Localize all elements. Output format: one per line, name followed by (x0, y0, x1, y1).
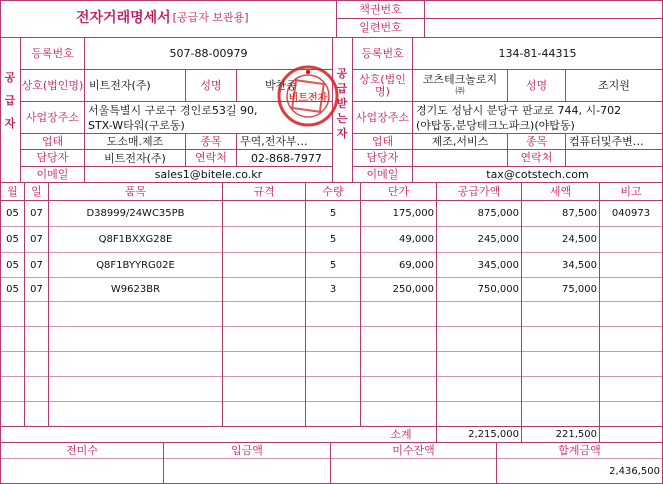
row-month: 05 (6, 234, 19, 245)
row-supply: 875,000 (477, 208, 519, 219)
receiver-manager (413, 150, 507, 166)
row-spec (223, 201, 305, 226)
receiver-contact (566, 150, 662, 166)
row-price: 69,000 (399, 259, 434, 271)
supplier-manager-label: 담당자 (36, 151, 69, 164)
receiver-address-label: 사업장주소 (355, 110, 410, 124)
row-tax: 34,500 (562, 259, 597, 271)
receiver-reg-no-label: 등록번호 (361, 46, 404, 60)
supplier-manager: 비트전자(주) (104, 151, 166, 165)
row-price: 250,000 (392, 284, 434, 295)
receiver-manager-label: 담당자 (366, 151, 399, 164)
col-price: 단가 (387, 184, 410, 198)
row-qty: 3 (329, 284, 337, 295)
row-supply: 750,000 (477, 284, 519, 295)
subtotal-label: 소계 (390, 427, 412, 441)
book-no-label: 책권번호 (359, 3, 402, 16)
subtotal-tax: 221,500 (555, 429, 597, 440)
supplier-rep: 박찬종 (265, 79, 297, 92)
receiver-type-label: 업태 (371, 134, 394, 148)
row-month: 05 (6, 259, 19, 271)
receiver-type: 제조,서비스 (431, 135, 489, 148)
row-tax: 75,000 (562, 284, 597, 295)
row-day: 07 (30, 234, 43, 245)
receiver-address-line1: 경기도 성남시 분당구 판교로 744, 시-702 (416, 103, 622, 117)
supplier-contact-label: 연락처 (195, 151, 227, 164)
col-tax: 세액 (549, 184, 572, 198)
supplier-type: 도소매.제조 (106, 135, 164, 148)
row-note (600, 227, 662, 252)
row-note (600, 253, 662, 277)
supplier-name-label: 상호(법인명) (21, 78, 84, 92)
row-month: 05 (6, 284, 19, 295)
row-supply: 245,000 (477, 234, 519, 245)
receiver-item-label: 종목 (525, 134, 548, 148)
supplier-item: 무역,전자부… (240, 135, 308, 148)
row-day: 07 (30, 259, 43, 271)
row-item: D38999/24WC35PB (86, 208, 185, 219)
row-day: 07 (30, 208, 43, 219)
seal-text: 비트전자 (288, 93, 328, 104)
row-item: Q8F1BXXG28E (98, 234, 173, 245)
row-price: 49,000 (399, 234, 434, 245)
col-item: 품목 (124, 184, 147, 198)
row-item: Q8F1BYYRG02E (96, 259, 175, 271)
row-qty: 5 (329, 234, 337, 245)
supplier-address-label: 사업장주소 (25, 110, 80, 124)
col-day: 일 (31, 184, 42, 198)
row-qty: 5 (329, 259, 337, 271)
receiver-side-label: 공 급 받 는 자 (336, 67, 348, 140)
receiver-rep: 조지원 (598, 79, 630, 92)
row-price: 175,000 (392, 208, 434, 219)
title-subtitle: [공급자 보관용] (172, 11, 249, 24)
row-supply: 345,000 (477, 259, 519, 271)
supplier-reg-no-label: 등록번호 (31, 46, 74, 60)
total-label: 합계금액 (558, 443, 601, 457)
row-spec (223, 278, 305, 301)
row-note (600, 278, 662, 301)
unpaid-label: 미수잔액 (392, 443, 435, 457)
document-title (76, 8, 249, 26)
row-qty: 5 (329, 208, 337, 219)
row-note: 040973 (611, 208, 651, 219)
subtotal-supply: 2,215,000 (468, 429, 519, 440)
col-month: 월 (7, 184, 18, 198)
col-supply: 공급가액 (457, 184, 501, 198)
row-day: 07 (30, 284, 43, 295)
receiver-contact-label: 연락처 (520, 151, 553, 164)
supplier-item-label: 종목 (200, 134, 222, 148)
receiver-reg-no: 134-81-44315 (498, 47, 577, 60)
row-item: W9623BR (110, 284, 161, 295)
receiver-email-label: 이메일 (366, 167, 399, 181)
supplier-type-label: 업태 (41, 134, 64, 148)
receiver-item: 컴퓨터및주변… (569, 135, 644, 148)
receiver-name: 코츠테크놀로지 (422, 72, 498, 86)
col-spec: 규격 (253, 184, 275, 198)
title-text: 전자거래명세서 (76, 10, 171, 26)
supplier-address-line1: 서울특별시 구로구 경인로53길 90, (88, 103, 258, 117)
receiver-rep-label: 성명 (525, 78, 548, 92)
receiver-name-suffix: ㈜ (455, 86, 465, 97)
prev-balance-label: 전미수 (66, 443, 98, 457)
deposit-label: 입금액 (231, 443, 263, 457)
receiver-name-cell (413, 70, 507, 101)
row-tax: 24,500 (562, 234, 597, 245)
supplier-email: sales1@bitele.co.kr (154, 168, 263, 181)
supplier-reg-no: 507-88-00979 (169, 47, 248, 60)
supplier-rep-label: 성명 (200, 78, 222, 92)
col-qty: 수량 (322, 184, 344, 198)
serial-no-label: 일련번호 (359, 20, 402, 34)
supplier-name: 비트전자(주) (89, 79, 151, 92)
receiver-address-line2: (야탑동,분당테크노파크)(야탑동) (416, 119, 575, 132)
receiver-name-label: 상호(법인명) (359, 72, 406, 98)
row-month: 05 (6, 208, 19, 219)
total-amount: 2,436,500 (609, 465, 660, 477)
row-spec (223, 253, 305, 277)
row-tax: 87,500 (562, 208, 597, 219)
company-seal-icon (276, 64, 340, 128)
supplier-contact: 02-868-7977 (251, 151, 322, 165)
receiver-email: tax@cotstech.com (486, 168, 589, 181)
row-spec (223, 227, 305, 252)
supplier-side-label: 공 급 자 (4, 71, 16, 130)
supplier-address-line2: STX-W타워(구로동) (88, 119, 185, 132)
col-note: 비고 (620, 184, 642, 198)
supplier-email-label: 이메일 (36, 167, 69, 181)
